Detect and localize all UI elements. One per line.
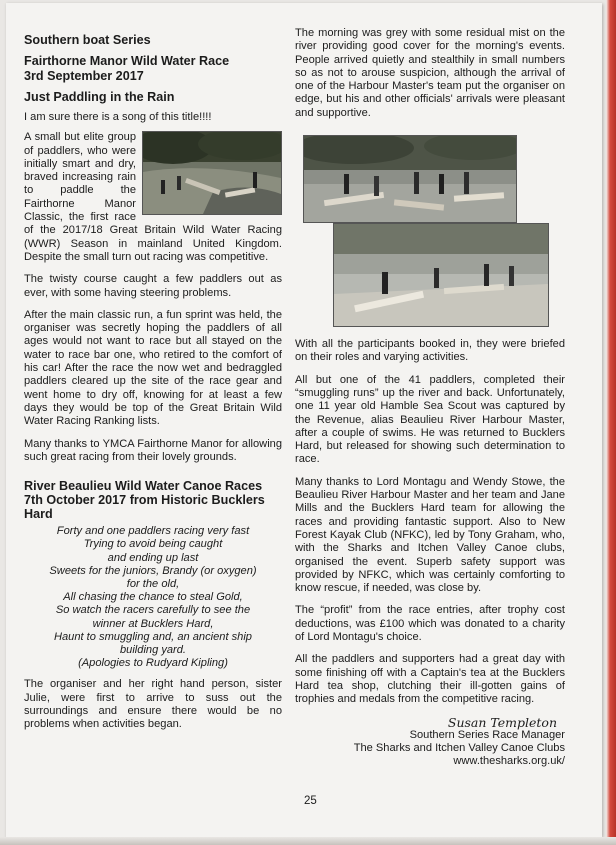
poem-line: building yard.: [120, 643, 186, 656]
series-heading: Southern boat Series: [24, 33, 151, 47]
poem-line: Forty and one paddlers racing very fast: [56, 525, 250, 538]
poem-line: Trying to avoid being caught: [83, 538, 223, 551]
signoff-website: www.thesharks.org.uk/: [453, 755, 565, 768]
right-paragraph: All but one of the 41 paddlers, completed their “smuggling runs” up the river and back. Unfortunately, one 11 year old Hamble Sea Scout was captured by the Revenue, alias Beaulieu River Harbour Master, after a couple of swims. He was returned to Bucklers Hard, but released for showing such determination to race.: [295, 373, 565, 466]
signoff-role: Southern Series Race Manager: [409, 728, 565, 741]
author-signature: Susan Templeton: [447, 714, 557, 730]
right-paragraph: With all the participants booked in, they were briefed on their roles and varying activities.: [295, 338, 565, 364]
race-heading-line2: 3rd September 2017: [24, 69, 144, 83]
photo-paddlers-on-slipway: [303, 135, 517, 223]
left-closing-paragraph: The organiser and her right hand person, sister Julie, were first to arrive to suss out the surroundings and ensure there would be no problems when activities began.: [24, 678, 282, 731]
page-number: 25: [304, 795, 317, 807]
signoff-block: [295, 729, 565, 769]
right-paragraph: The “profit” from the race entries, after trophy cost deductions, was £100 which was donated to a charity of Lord Montagu's choice.: [295, 604, 565, 644]
intro-paragraph: I am sure there is a song of this title!!!!: [24, 111, 212, 123]
left-paragraph: After the main classic run, a fun sprint was held, the organiser was secretly hoping the paddlers of all ages would not want to race but all stayed on the water to race bar one, who retired to the comfort of his car! After the race the now wet and bedraggled paddlers cleared up the site of the race gear and went home to dry off, knowing for at least a few days they would be top of the Great Britain Wild Water Racing Ranking lists.: [24, 308, 282, 428]
article-subheading: Just Paddling in the Rain: [24, 90, 175, 104]
right-paragraph: All the paddlers and supporters had a great day with some finishing off with a Captain's tea at the Bucklers Hard tea shop, clutching their ill-gotten gains of trophies and medals from the competitive racing.: [295, 653, 565, 706]
photo-kayaks-on-riverbank: [142, 131, 282, 215]
poem-line: and ending up last: [107, 551, 199, 564]
right-column: [295, 27, 565, 769]
poem-line: Haunt to smuggling and, an ancient ship: [54, 630, 252, 643]
right-paragraph: The morning was grey with some residual mist on the river providing good cover for the morning's events. People arrived quietly and stealthily in small numbers so as not to arouse suspicion, although the arrival of one of the Harbour Master's team put the organiser on edge, but his and other officials' arrivals were pleasant and supportive.: [295, 27, 565, 119]
signoff-club: The Sharks and Itchen Valley Canoe Clubs: [353, 742, 565, 755]
left-paragraph: Many thanks to YMCA Fairthorne Manor for allowing such great racing from their lovely grounds.: [24, 437, 282, 463]
poem-line: for the old,: [126, 577, 180, 590]
left-paragraph: The twisty course caught a few paddlers out as ever, with some having steering problems.: [24, 273, 282, 299]
poem-line: (Apologies to Rudyard Kipling): [78, 657, 228, 670]
poem-line: winner at Bucklers Hard,: [92, 617, 214, 630]
left-column: [24, 33, 282, 741]
poem-line: Sweets for the juniors, Brandy (or oxygen): [49, 564, 257, 577]
beaulieu-race-heading: River Beaulieu Wild Water Canoe Races 7th October 2017 from Historic Bucklers Hard: [24, 479, 265, 522]
poem-line: So watch the racers carefully to see the: [55, 604, 251, 617]
race-heading-line1: Fairthorne Manor Wild Water Race: [24, 54, 230, 68]
page-bottom-shadow: [0, 837, 616, 845]
poem: [24, 525, 282, 670]
left-paragraph: A small but elite group of paddlers, who were initially smart and dry, braved increasing rain to paddle the Fairthorne Manor Classic, the first race of the 2017/18 Great Britain Wild Water Racing (WWR) Season in mainland United Kingdom. Despite the small turn out racing was competitive.: [24, 131, 282, 263]
page-edge-red: [606, 0, 616, 845]
poem-line: All chasing the chance to steal Gold,: [63, 591, 243, 604]
magazine-page: [6, 3, 602, 837]
photo-paddler-launching: [333, 223, 549, 327]
right-paragraph: Many thanks to Lord Montagu and Wendy Stowe, the Beaulieu River Harbour Master and her team and Jane Mills and the Bucklers Hard team for allowing the races and providing fantastic support. Also to New Forest Kayak Club (NFKC), led by Tony Graham, who, with the Sharks and Itchen Valley Canoe clubs, organised the event. Superb safety support was provided by NFKC, which was certainly comforting to know rescue, if needed, was close by.: [295, 475, 565, 595]
